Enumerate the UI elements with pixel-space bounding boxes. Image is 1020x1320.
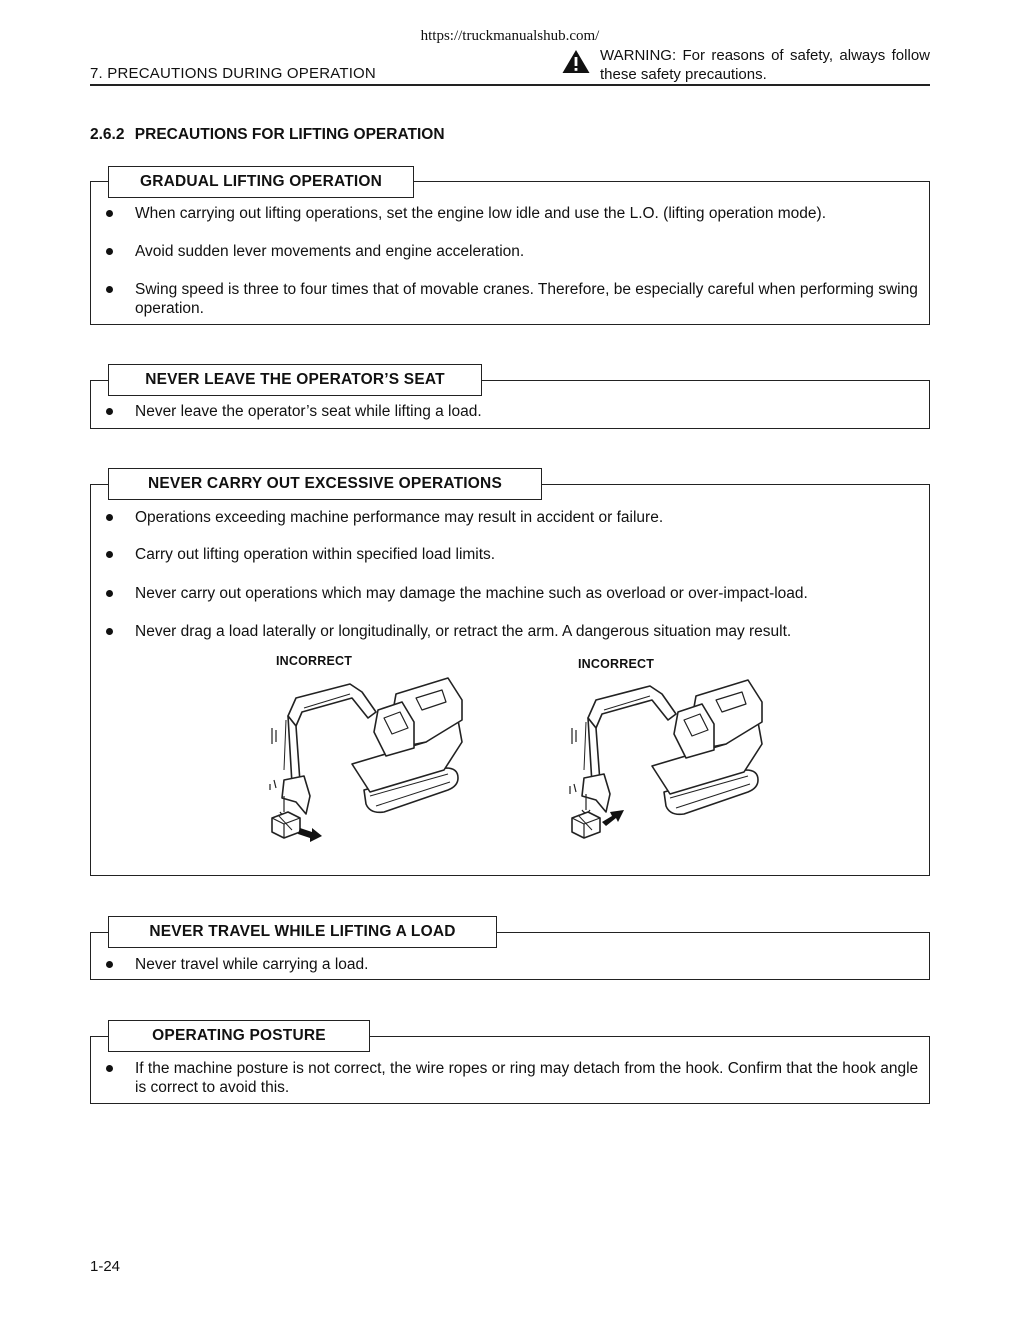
chapter-title: 7. PRECAUTIONS DURING OPERATION	[90, 65, 376, 82]
section-number: 2.6.2	[90, 126, 125, 143]
bullet-icon	[106, 408, 113, 415]
list-item: Carry out lifting operation within specified load limits.	[90, 545, 930, 564]
list-item: Swing speed is three to four times that of movable cranes. Therefore, be especially careful when performing swing operation.	[90, 280, 930, 318]
box-title: NEVER TRAVEL WHILE LIFTING A LOAD	[108, 916, 497, 948]
list-item: Never drag a load laterally or longitudinally, or retract the arm. A dangerous situation may result.	[90, 622, 930, 641]
list-item: When carrying out lifting operations, set the engine low idle and use the L.O. (lifting operation mode).	[90, 204, 930, 223]
bullet-icon	[106, 551, 113, 558]
section-heading	[90, 126, 445, 144]
figure-label: INCORRECT	[276, 654, 353, 668]
box-never-travel	[90, 916, 930, 980]
box-excessive-operations	[90, 468, 930, 876]
source-url: https://truckmanualshub.com/	[420, 28, 600, 44]
list-item: Avoid sudden lever movements and engine acceleration.	[90, 242, 930, 261]
box-title: NEVER LEAVE THE OPERATOR’S SEAT	[108, 364, 482, 396]
bullet-icon	[106, 628, 113, 635]
list-item: Never carry out operations which may damage the machine such as overload or over-impact-load.	[90, 584, 930, 603]
excavator-drag-longitudinal-illustration	[566, 674, 776, 846]
box-gradual-lifting	[90, 166, 930, 325]
page-number: 1-24	[90, 1258, 121, 1275]
box-title: NEVER CARRY OUT EXCESSIVE OPERATIONS	[108, 468, 542, 500]
box-title: GRADUAL LIFTING OPERATION	[108, 166, 414, 198]
list-item: Never leave the operator’s seat while lifting a load.	[90, 402, 930, 421]
bullet-icon	[106, 514, 113, 521]
warning-triangle-icon	[561, 48, 591, 75]
box-title: OPERATING POSTURE	[108, 1020, 370, 1052]
header-rule	[90, 84, 930, 86]
figure-label: INCORRECT	[578, 657, 655, 671]
list-item: Operations exceeding machine performance may result in accident or failure.	[90, 508, 930, 527]
bullet-icon	[106, 210, 113, 217]
bullet-icon	[106, 1065, 113, 1072]
bullet-icon	[106, 590, 113, 597]
warning-message: WARNING: For reasons of safety, always follow these safety precautions.	[600, 47, 930, 83]
list-item: Never travel while carrying a load.	[90, 955, 930, 974]
excavator-drag-lateral-illustration	[266, 672, 476, 844]
box-operating-posture	[90, 1020, 930, 1104]
bullet-icon	[106, 248, 113, 255]
section-title: PRECAUTIONS FOR LIFTING OPERATION	[134, 126, 445, 143]
list-item: If the machine posture is not correct, the wire ropes or ring may detach from the hook. Confirm that the hook angle is correct to avoid this.	[90, 1059, 930, 1097]
bullet-icon	[106, 961, 113, 968]
box-never-leave-seat	[90, 364, 930, 429]
bullet-icon	[106, 286, 113, 293]
